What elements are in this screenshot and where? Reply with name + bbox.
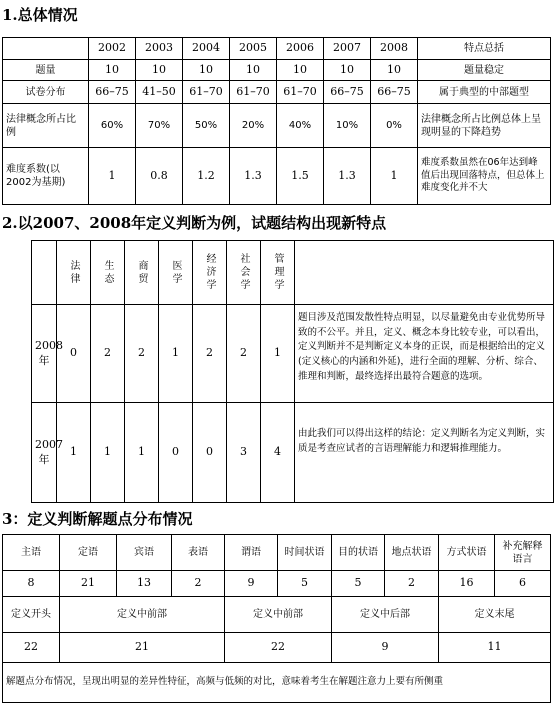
overview-cell: 0.8 [136,148,183,205]
overview-cell: 66–75 [324,81,371,104]
overview-header-cell: 2002 [89,38,136,60]
position-count: 13 [117,571,172,597]
position-count: 2 [172,571,225,597]
structure-note-2: 由此我们可以得出这样的结论：定义判断名为定义判断，实质是考查应试者的言语理解能力和逻辑推理能力。 [298,428,546,454]
overview-cell: 10 [230,60,277,81]
overview-table [2,37,551,205]
structure-notes-header [295,241,554,305]
structure-cell: 0 [57,305,91,403]
part-count: 11 [439,633,551,663]
structure-column-header: 医学 [159,241,193,305]
position-label: 地点状语 [385,535,439,571]
structure-column-header: 管理学 [261,241,295,305]
overview-cell: 50% [183,104,230,148]
overview-header-cell: 2004 [183,38,230,60]
position-count: 5 [278,571,332,597]
position-count: 9 [225,571,278,597]
structure-row [32,403,554,503]
position-label: 宾语 [117,535,172,571]
part-label: 定义末尾 [439,597,551,633]
position-label: 补充解释语言 [495,535,551,571]
structure-cell: 1 [91,403,125,503]
position-count-row [3,571,551,597]
section1-heading: 1.总体情况 [2,6,78,24]
position-label: 方式状语 [439,535,495,571]
structure-table [31,240,554,503]
structure-corner-cell [32,241,57,305]
structure-column-header: 商贸 [125,241,159,305]
overview-cell: 10 [324,60,371,81]
position-label: 主语 [3,535,60,571]
position-count: 5 [332,571,385,597]
summary-cell: 解题点分布情况，呈现出明显的差异性特征，高频与低频的对比，意味着考生在解题注意力上要有所侧重 [3,663,551,703]
part-count: 22 [3,633,60,663]
overview-cell: 1.5 [277,148,324,205]
overview-row-label: 题量 [3,60,89,81]
part-count: 21 [60,633,225,663]
overview-row [3,60,551,81]
part-label-row [3,597,551,633]
structure-note-cell [295,403,554,503]
part-label: 定义中后部 [332,597,439,633]
overview-cell: 10 [136,60,183,81]
section3-heading: 3：定义判断解题点分布情况 [2,510,193,528]
structure-column-header: 法律 [57,241,91,305]
overview-cell: 1 [89,148,136,205]
structure-column-header: 生态 [91,241,125,305]
overview-cell: 10 [89,60,136,81]
overview-row [3,81,551,104]
position-count: 21 [60,571,117,597]
overview-cell: 41–50 [136,81,183,104]
structure-column-header: 经济学 [193,241,227,305]
structure-cell: 2 [91,305,125,403]
section2-heading: 2.以2007、2008年定义判断为例，试题结构出现新特点 [2,214,387,232]
structure-cell: 1 [261,305,295,403]
overview-cell: 题量稳定 [418,60,551,81]
position-count: 16 [439,571,495,597]
overview-row-label: 难度系数(以2002为基期) [3,148,89,205]
structure-year-cell: 2008 年 [32,305,57,403]
overview-cell: 10 [183,60,230,81]
position-label: 谓语 [225,535,278,571]
overview-cell: 1.2 [183,148,230,205]
overview-cell: 61–70 [183,81,230,104]
part-count: 9 [332,633,439,663]
overview-header-cell: 2008 [371,38,418,60]
overview-cell: 1.3 [324,148,371,205]
position-count: 8 [3,571,60,597]
overview-header-cell: 2006 [277,38,324,60]
overview-cell: 40% [277,104,324,148]
overview-header-cell: 2003 [136,38,183,60]
overview-cell: 1.3 [230,148,277,205]
overview-cell: 1 [371,148,418,205]
overview-cell: 10 [277,60,324,81]
structure-cell: 2 [125,305,159,403]
overview-cell: 0% [371,104,418,148]
structure-row [32,305,554,403]
overview-header-cell: 特点总括 [418,38,551,60]
overview-cell: 20% [230,104,277,148]
overview-cell: 61–70 [230,81,277,104]
overview-row [3,148,551,205]
overview-header-cell: 2005 [230,38,277,60]
structure-cell: 2 [193,305,227,403]
overview-cell: 60% [89,104,136,148]
overview-cell: 法律概念所占比例总体上呈现明显的下降趋势 [418,104,551,148]
overview-header-cell: 2007 [324,38,371,60]
structure-cell: 1 [159,305,193,403]
overview-row-label: 法律概念所占比例 [3,104,89,148]
position-label-row [3,535,551,571]
structure-year-cell: 2007 年 [32,403,57,503]
structure-column-header: 社会学 [227,241,261,305]
structure-cell: 1 [57,403,91,503]
part-count-row [3,633,551,663]
overview-header-row [3,38,551,60]
structure-note-cell [295,305,554,403]
part-label: 定义开头 [3,597,60,633]
position-count: 2 [385,571,439,597]
overview-cell: 70% [136,104,183,148]
overview-row [3,104,551,148]
position-label: 时间状语 [278,535,332,571]
position-label: 目的状语 [332,535,385,571]
structure-cell: 3 [227,403,261,503]
structure-note-1: 题目涉及范围发散性特点明显，以尽量避免由专业优势所导致的不公平。并且，定义、概念本身比较专业，可以看出，定义判断并不是判断定义本身的正误，而是根据给出的定义(定义核心的内涵和外延)，进行全面的理解、分析、综合、推理和判断，最终选择出最符合题意的选项。 [298,312,546,382]
summary-row [3,663,551,703]
position-count: 6 [495,571,551,597]
structure-cell: 0 [159,403,193,503]
structure-cell: 2 [227,305,261,403]
structure-cell: 0 [193,403,227,503]
overview-cell: 66–75 [89,81,136,104]
overview-cell: 66–75 [371,81,418,104]
overview-cell: 属于典型的中部题型 [418,81,551,104]
structure-cell: 1 [125,403,159,503]
position-label: 定语 [60,535,117,571]
overview-header-cell [3,38,89,60]
solving-points-table [2,534,551,703]
part-label: 定义中前部 [60,597,225,633]
overview-cell: 61–70 [277,81,324,104]
position-label: 表语 [172,535,225,571]
overview-cell: 难度系数虽然在06年达到峰值后出现回落特点，但总体上难度变化并不大 [418,148,551,205]
overview-row-label: 试卷分布 [3,81,89,104]
structure-header-row [32,241,554,305]
part-label: 定义中前部 [225,597,332,633]
overview-cell: 10% [324,104,371,148]
overview-cell: 10 [371,60,418,81]
structure-cell: 4 [261,403,295,503]
part-count: 22 [225,633,332,663]
